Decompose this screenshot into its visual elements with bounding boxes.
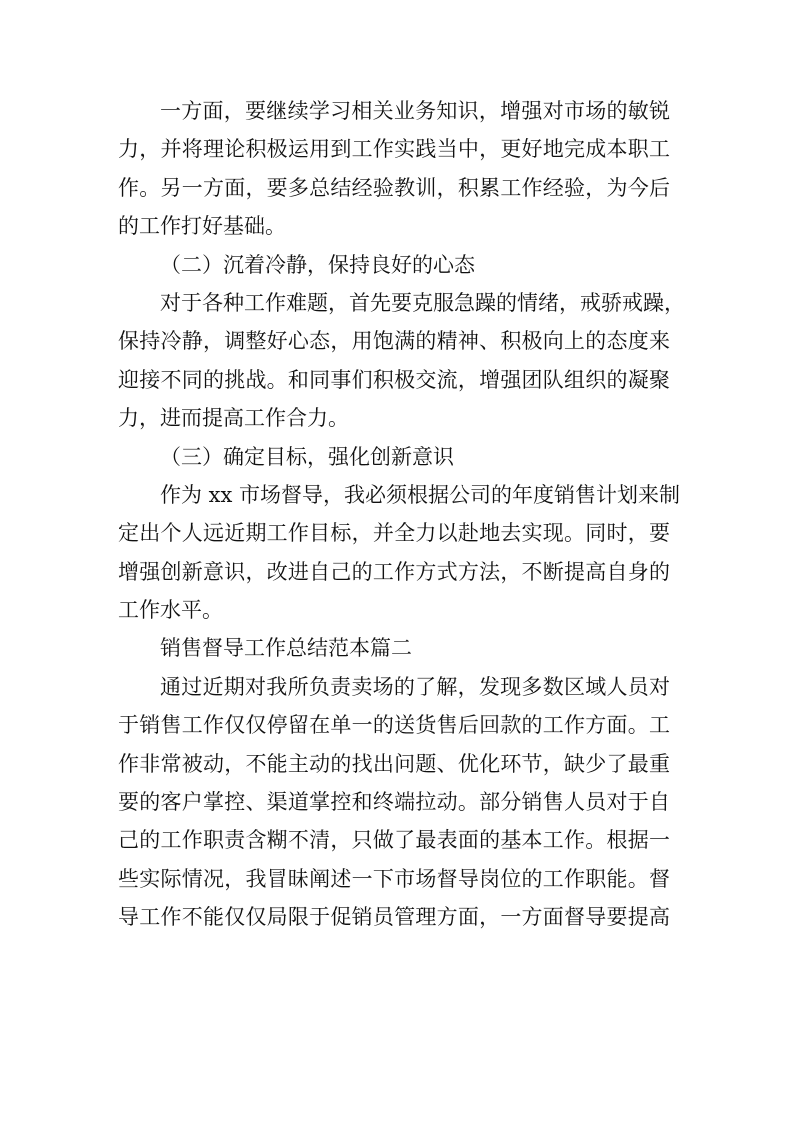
paragraph-line: 于销售工作仅仅停留在单一的送货售后回款的工作方面。工 — [118, 713, 670, 738]
section-title: 销售督导工作总结范本篇二 — [160, 636, 412, 661]
section-heading-3: （三）确定目标，强化创新意识 — [160, 444, 454, 469]
paragraph-line: 导工作不能仅仅局限于促销员管理方面，一方面督导要提高 — [118, 905, 670, 930]
paragraph-line: 作。另一方面，要多总结经验教训，积累工作经验，为今后 — [118, 175, 670, 200]
paragraph-line: 通过近期对我所负责卖场的了解，发现多数区域人员对 — [160, 674, 670, 699]
paragraph-4 — [118, 668, 670, 937]
paragraph-line: 保持冷静，调整好心态，用饱满的精神、积极向上的态度来 — [118, 329, 670, 354]
paragraph-line: 作为 xx 市场督导，我必须根据公司的年度销售计划来制 — [160, 482, 681, 507]
paragraph-line: 力，并将理论积极运用到工作实践当中，更好地完成本职工 — [118, 137, 670, 162]
paragraph-line: 要的客户掌控、渠道掌控和终端拉动。部分销售人员对于自 — [118, 790, 670, 815]
paragraph-line: 定出个人远近期工作目标，并全力以赴地去实现。同时，要 — [118, 521, 670, 546]
paragraph-line: 一方面，要继续学习相关业务知识，增强对市场的敏锐 — [160, 99, 670, 123]
document-body — [118, 92, 685, 937]
paragraph-3 — [118, 476, 681, 630]
paragraph-line: 作非常被动，不能主动的找出问题、优化环节，缺少了最重 — [118, 751, 670, 776]
paragraph-1 — [118, 92, 670, 246]
paragraph-line: 些实际情况，我冒昧阐述一下市场督导岗位的工作职能。督 — [118, 866, 670, 891]
paragraph-line: 工作水平。 — [118, 598, 223, 623]
paragraph-line: 己的工作职责含糊不清，只做了最表面的基本工作。根据一 — [118, 828, 670, 853]
paragraph-line: 增强创新意识，改进自己的工作方式方法，不断提高自身的 — [118, 559, 670, 584]
paragraph-line: 对于各种工作难题，首先要克服急躁的情绪，戒骄戒躁， — [160, 290, 685, 315]
paragraph-line: 迎接不同的挑战。和同事们积极交流，增强团队组织的凝聚 — [118, 367, 670, 392]
paragraph-2 — [118, 284, 685, 438]
paragraph-line: 力，进而提高工作合力。 — [118, 406, 349, 431]
section-heading-2: （二）沉着冷静，保持良好的心态 — [160, 252, 475, 277]
paragraph-line: 的工作打好基础。 — [118, 214, 286, 239]
